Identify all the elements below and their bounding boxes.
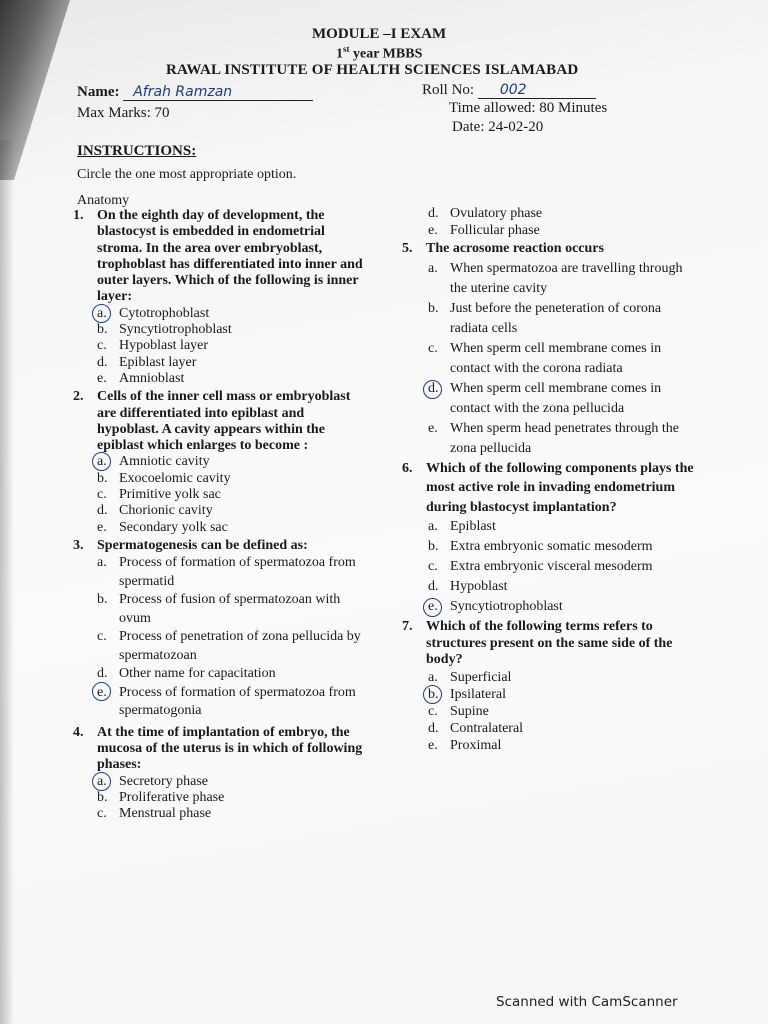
institute-name: RAWAL INSTITUTE OF HEALTH SCIENCES ISLAMABAD bbox=[166, 62, 579, 78]
option[interactable]: c. When sperm cell membrane comes in contact with the corona radiata bbox=[428, 340, 662, 376]
instructions-text: Circle the one most appropriate option. bbox=[77, 167, 297, 182]
max-marks: Max Marks: 70 bbox=[77, 105, 170, 121]
option[interactable]: e. Syncytiotrophoblast bbox=[402, 597, 702, 617]
question-3: 3. Spermatogenesis can be defined as: bbox=[73, 537, 308, 553]
question-5-options bbox=[402, 259, 702, 459]
roll-value: 002 bbox=[478, 82, 596, 99]
option[interactable]: d. Ovulatory phase bbox=[428, 206, 543, 221]
option[interactable]: a. Superficial bbox=[428, 669, 512, 685]
question-4-options bbox=[73, 774, 363, 823]
option[interactable]: e. Proximal bbox=[428, 737, 502, 753]
question-4-options-continued bbox=[402, 205, 702, 239]
option[interactable]: d. When sperm cell membrane comes in contact with the zona pellucida bbox=[428, 380, 662, 416]
option[interactable]: b. Process of fusion of spermatozoan with ovum bbox=[97, 592, 341, 626]
option[interactable]: b. Proliferative phase bbox=[97, 789, 225, 805]
option[interactable]: b. Exocoelomic cavity bbox=[97, 470, 231, 486]
option[interactable]: e. Process of formation of spermatozoa from spermatogonia bbox=[97, 684, 356, 719]
page-edge-shadow-left bbox=[0, 140, 14, 1024]
name-label: Name: bbox=[77, 84, 120, 100]
option[interactable]: a. Epiblast bbox=[428, 519, 496, 534]
section-title: Anatomy bbox=[77, 193, 130, 208]
option[interactable]: e. Secondary yolk sac bbox=[97, 519, 228, 535]
option[interactable]: c. Menstrual phase bbox=[97, 806, 212, 822]
option[interactable]: c. Primitive yolk sac bbox=[97, 487, 221, 503]
exam-title: MODULE –I EXAM bbox=[312, 26, 447, 42]
question-7: 7. Which of the following terms refers to structures present on the same side of the body? bbox=[402, 619, 673, 667]
name-value: Afrah Ramzan bbox=[123, 84, 313, 101]
option[interactable]: b. Ipsilateral bbox=[428, 686, 506, 702]
option[interactable]: d. Chorionic cavity bbox=[97, 503, 213, 519]
right-column bbox=[402, 205, 702, 754]
option[interactable]: b. Just before the peneteration of corona radiata cells bbox=[428, 300, 662, 336]
option[interactable]: e. Follicular phase bbox=[428, 223, 540, 238]
question-3-options bbox=[73, 554, 363, 721]
exam-date: Date: 24-02-20 bbox=[452, 119, 544, 135]
roll-field bbox=[422, 82, 596, 99]
option[interactable]: b. Extra embryonic somatic mesoderm bbox=[428, 539, 653, 554]
option[interactable]: b. Syncytiotrophoblast bbox=[97, 322, 232, 338]
scanner-watermark: Scanned with CamScanner bbox=[496, 994, 678, 1010]
option[interactable]: d. Epiblast layer bbox=[97, 354, 197, 370]
question-7-options bbox=[402, 669, 702, 754]
option[interactable]: c. Hypoblast layer bbox=[97, 338, 209, 354]
option[interactable]: d. Hypoblast bbox=[428, 579, 508, 594]
option[interactable]: a. Amniotic cavity bbox=[97, 454, 210, 470]
option[interactable]: a. When spermatozoa are travelling through the uterine cavity bbox=[428, 260, 683, 296]
option[interactable]: a. Process of formation of spermatozoa from spermatid bbox=[97, 555, 356, 589]
question-6-options bbox=[402, 517, 702, 617]
question-4: 4. At the time of implantation of embryo, the mucosa of the uterus is in which of following phases: bbox=[73, 724, 363, 773]
option[interactable]: c. Extra embryonic visceral mesoderm bbox=[428, 559, 653, 574]
option[interactable]: a. Cytotrophoblast bbox=[97, 305, 210, 321]
question-6: 6. Which of the following components plays the most active role in invading endometrium during blastocyst implantation? bbox=[402, 460, 694, 515]
option[interactable]: c. Process of penetration of zona pellucida by spermatozoan bbox=[97, 629, 361, 663]
roll-label: Roll No: bbox=[422, 82, 475, 98]
option[interactable]: e. When sperm head penetrates through the zona pellucida bbox=[428, 420, 679, 456]
exam-year: 1st year MBBS bbox=[336, 44, 423, 62]
time-allowed: Time allowed: 80 Minutes bbox=[449, 100, 608, 116]
question-1-options bbox=[73, 306, 363, 387]
name-field bbox=[77, 84, 313, 101]
question-1: 1. On the eighth day of development, the blastocyst is embedded in endometrial stroma. In the area over embryoblast, trophoblast has differentiated into inner and outer layers. Which of the following is inner layer: bbox=[73, 208, 363, 305]
option[interactable]: d. Contralateral bbox=[428, 720, 524, 736]
question-5: 5. The acrosome reaction occurs bbox=[402, 241, 604, 256]
option[interactable]: d. Other name for capacitation bbox=[97, 666, 276, 682]
instructions-heading: INSTRUCTIONS: bbox=[77, 143, 197, 159]
option[interactable]: c. Supine bbox=[428, 703, 489, 719]
option[interactable]: e. Amnioblast bbox=[97, 370, 185, 386]
left-column bbox=[73, 208, 363, 823]
question-2-options bbox=[73, 454, 363, 535]
option[interactable]: a. Secretory phase bbox=[97, 773, 209, 789]
question-2: 2. Cells of the inner cell mass or embryoblast are differentiated into epiblast and hypoblast. A cavity appears within the epiblast which enlarges to become : bbox=[73, 389, 351, 454]
